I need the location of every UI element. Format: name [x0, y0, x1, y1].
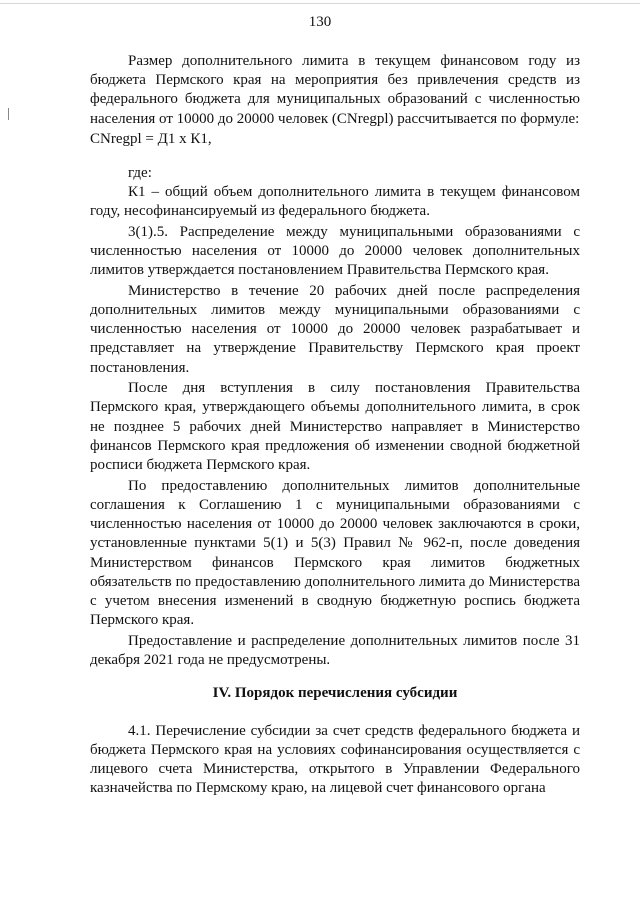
paragraph-k1-definition: К1 – общий объем дополнительного лимита в текущем финансовом году, несофинансируемый из федерального бюджета. — [90, 183, 580, 219]
scan-top-edge — [0, 3, 640, 4]
paragraph-after-2021: Предоставление и распределение дополнительных лимитов после 31 декабря 2021 года не предусмотрены. — [90, 632, 580, 669]
where-label: где: — [128, 164, 152, 181]
paragraph-limit-size: Размер дополнительного лимита в текущем финансовом году из бюджета Пермского края на мероприятия без привлечения средств из федерального бюджета для муниципальных образований с численностью населения от 10000 до 20000 человек (CNregpl) рассчитывается по формуле: — [90, 53, 580, 127]
section-heading: IV. Порядок перечисления субсидии — [212, 685, 458, 702]
paragraph-3-1-5: 3(1).5. Распределение между муниципальными образованиями с численностью населения от 10000 до 20000 человек дополнительных лимитов утверждается постановлением Правительства Пермского края. — [90, 223, 580, 279]
formula: CNregpl = Д1 х К1, — [90, 131, 212, 148]
paragraph-4-1: 4.1. Перечисление субсидии за счет средств федерального бюджета и бюджета Пермского края на условиях софинансирования осуществляется с лицевого счета Министерства, открытого в Управлении Федерального казначейства по Пермскому краю, на лицевой счет финансового органа — [90, 722, 580, 797]
paragraph-ministry-20-days: Министерство в течение 20 рабочих дней после распределения дополнительных лимитов между муниципальными образованиями с численностью населения от 10000 до 20000 человек разрабатывает и представляет на утверждение Правительству Пермского края проект постановления. — [90, 282, 580, 376]
page-number: 130 — [308, 14, 332, 30]
scan-margin-mark — [8, 108, 9, 120]
document-body — [90, 52, 580, 798]
paragraph-additional-agreements: По предоставлению дополнительных лимитов дополнительные соглашения к Соглашению 1 с муниципальными образованиями с численностью населения от 10000 до 20000 человек заключаются в сроки, установленные пунктами 5(1) и 5(3) Правил № 962-п, после доведения Министерством финансов Пермского края лимитов бюджетных обязательств по предоставлению дополнительного лимита до Министерства с учетом внесения изменений в сводную бюджетную роспись бюджета Пермского края. — [90, 477, 580, 629]
paragraph-after-resolution: После дня вступления в силу постановления Правительства Пермского края, утверждающего объемы дополнительного лимита, в срок не позднее 5 рабочих дней Министерство направляет в Министерство финансов Пермского края предложения об изменении сводной бюджетной росписи бюджета Пермского края. — [90, 380, 580, 474]
